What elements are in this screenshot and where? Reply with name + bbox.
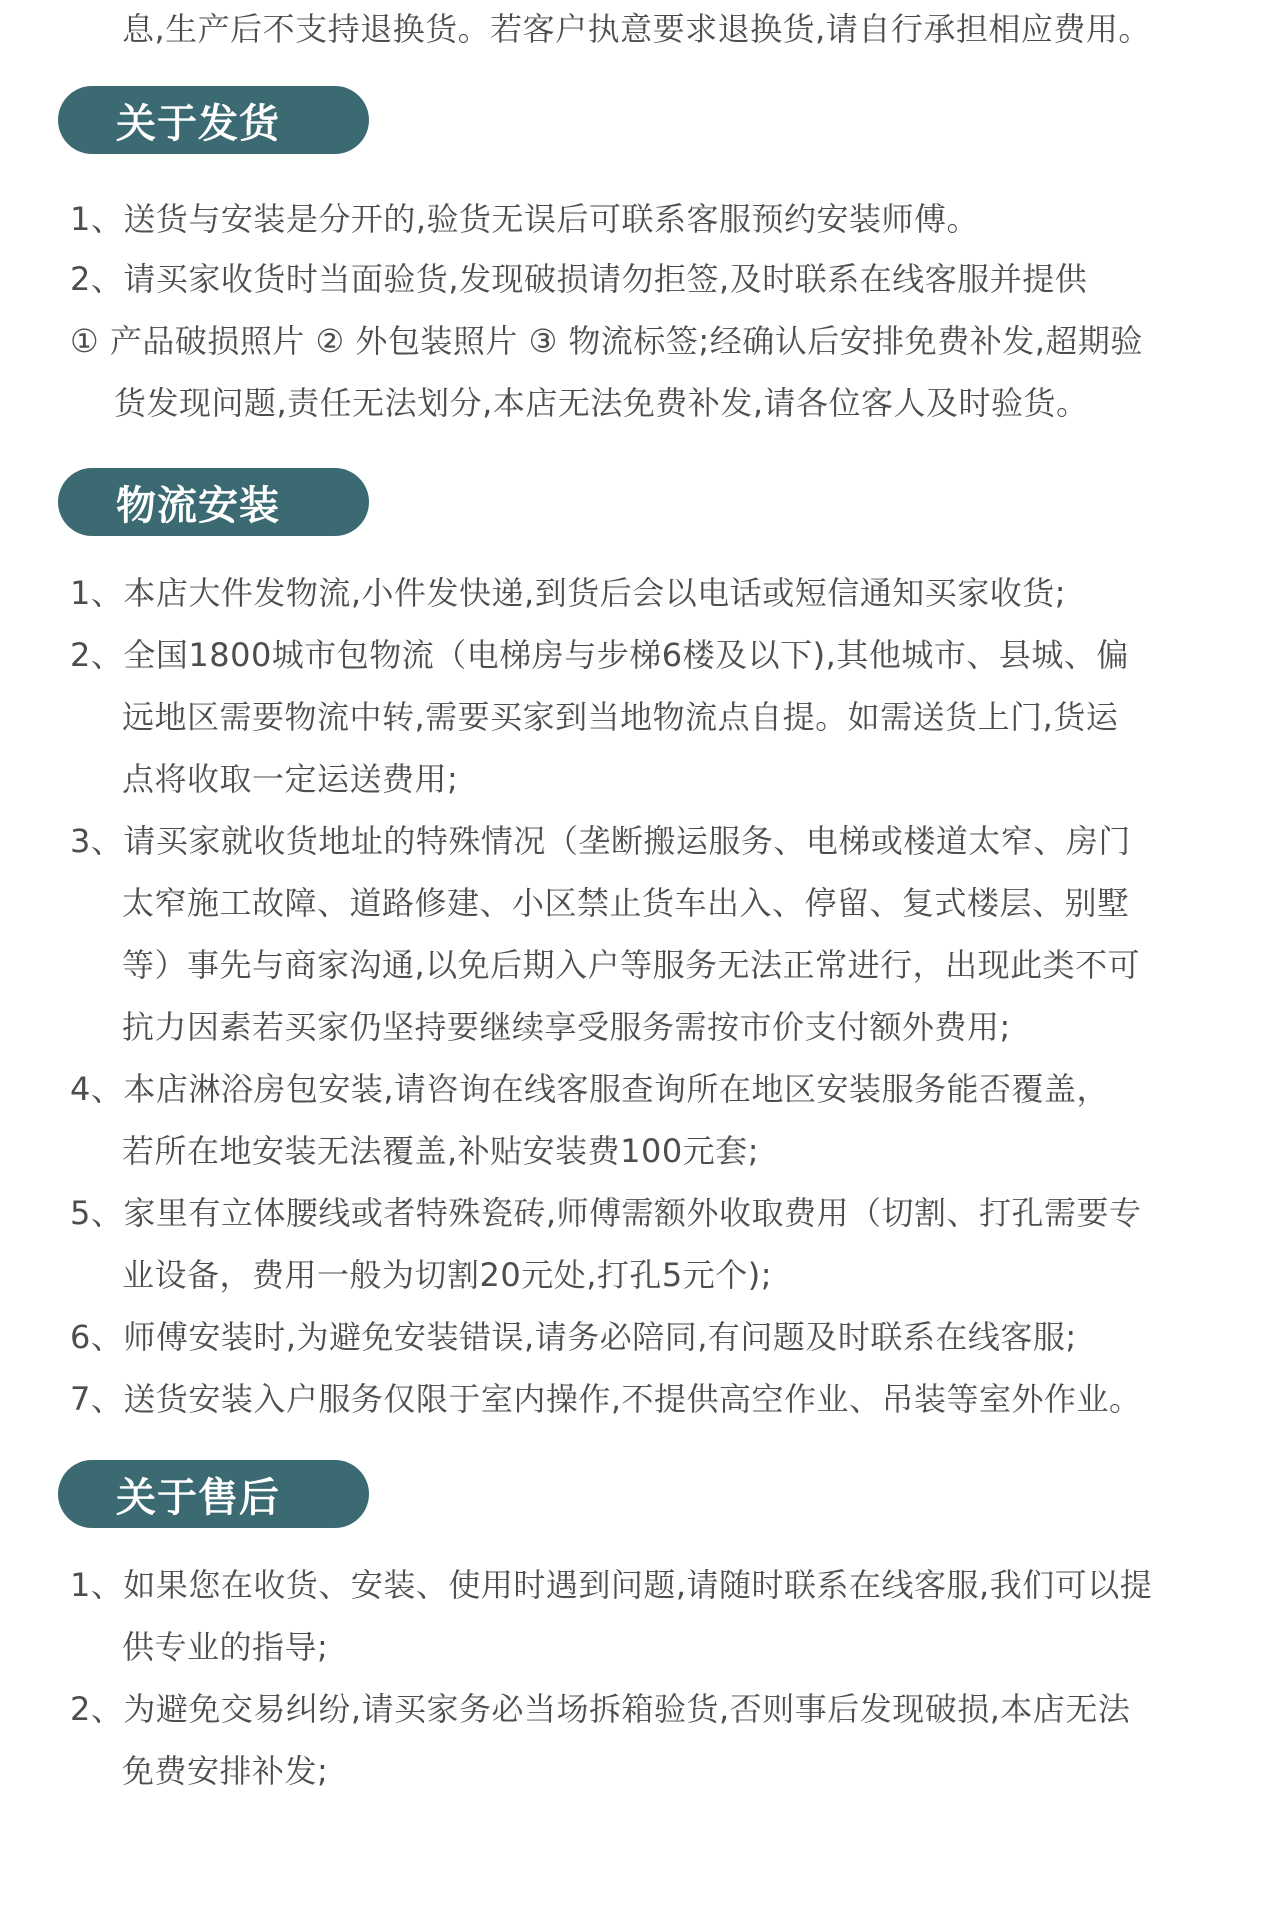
section-header-aftersales — [58, 1460, 369, 1528]
logistics-line-5: 3、请买家就收货地址的特殊情况（垄断搬运服务、电梯或楼道太窄、房门 — [70, 822, 1131, 860]
logistics-line-10: 若所在地安装无法覆盖,补贴安装费100元套; — [122, 1132, 760, 1170]
logistics-line-4: 点将收取一定运送费用; — [122, 760, 459, 798]
aftersales-line-3: 2、为避免交易纠纷,请买家务必当场拆箱验货,否则事后发现破损,本店无法 — [70, 1690, 1131, 1728]
shipping-line-3: ① 产品破损照片 ② 外包装照片 ③ 物流标签;经确认后安排免费补发,超期验 — [70, 322, 1143, 360]
shipping-line-4: 货发现问题,责任无法划分,本店无法免费补发,请各位客人及时验货。 — [114, 384, 1089, 422]
logistics-line-2: 2、全国1800城市包物流（电梯房与步梯6楼及以下),其他城市、县城、偏 — [70, 636, 1129, 674]
logistics-line-9: 4、本店淋浴房包安装,请咨询在线客服查询所在地区安装服务能否覆盖， — [70, 1070, 1110, 1108]
intro-text: 息,生产后不支持退换货。若客户执意要求退换货,请自行承担相应费用。 — [122, 10, 1151, 48]
shipping-line-2: 2、请买家收货时当面验货,发现破损请勿拒签,及时联系在线客服并提供 — [70, 260, 1088, 298]
logistics-line-6: 太窄施工故障、道路修建、小区禁止货车出入、停留、复式楼层、别墅 — [122, 884, 1130, 922]
aftersales-line-4: 免费安排补发; — [122, 1752, 329, 1790]
section-title-shipping: 关于发货 — [116, 100, 280, 147]
shipping-line-1: 1、送货与安装是分开的,验货无误后可联系客服预约安装师傅。 — [70, 200, 980, 238]
logistics-line-12: 业设备，费用一般为切割20元处,打孔5元个); — [122, 1256, 773, 1294]
aftersales-line-2: 供专业的指导; — [122, 1628, 329, 1666]
logistics-line-7: 等）事先与商家沟通,以免后期入户等服务无法正常进行，出现此类不可 — [122, 946, 1141, 984]
logistics-line-13: 6、师傅安装时,为避免安装错误,请务必陪同,有问题及时联系在线客服; — [70, 1318, 1077, 1356]
section-header-logistics — [58, 468, 369, 536]
aftersales-line-1: 1、如果您在收货、安装、使用时遇到问题,请随时联系在线客服,我们可以提 — [70, 1566, 1153, 1604]
logistics-line-1: 1、本店大件发物流,小件发快递,到货后会以电话或短信通知买家收货; — [70, 574, 1066, 612]
logistics-line-14: 7、送货安装入户服务仅限于室内操作,不提供高空作业、吊装等室外作业。 — [70, 1380, 1142, 1418]
logistics-line-8: 抗力因素若买家仍坚持要继续享受服务需按市价支付额外费用; — [122, 1008, 1011, 1046]
logistics-line-3: 远地区需要物流中转,需要买家到当地物流点自提。如需送货上门,货运 — [122, 698, 1119, 736]
section-header-shipping — [58, 86, 369, 154]
logistics-line-11: 5、家里有立体腰线或者特殊瓷砖,师傅需额外收取费用（切割、打孔需要专 — [70, 1194, 1142, 1232]
section-title-aftersales: 关于售后 — [116, 1474, 280, 1521]
section-title-logistics: 物流安装 — [116, 482, 280, 529]
